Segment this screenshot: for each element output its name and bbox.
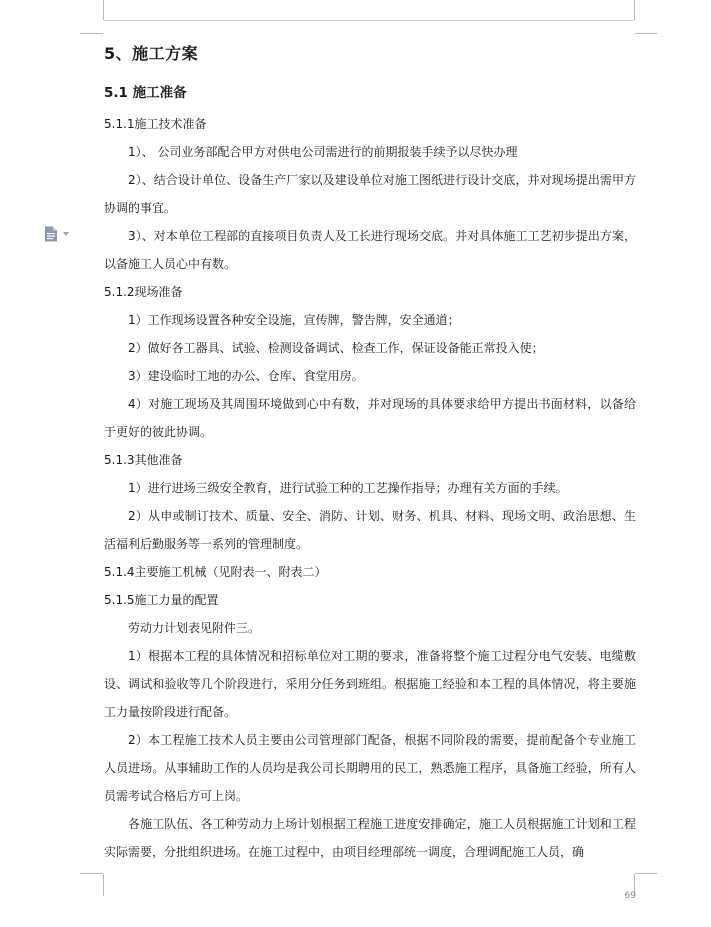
- paragraph: 1）、 公司业务部配合甲方对供电公司需进行的前期报装手续予以尽快办理: [128, 145, 518, 159]
- paragraph: 劳动力计划表见附件三。: [128, 621, 261, 635]
- paragraph: 3）、对本单位工程部的直接项目负责人及工长进行现场交底。并对具体施工工艺初步提出方案，以备施工人员心中有数。: [104, 229, 636, 271]
- crop-mark-bottom-left-vertical: [103, 874, 104, 896]
- subheading: 5.1.1施工技术准备: [104, 117, 207, 131]
- paragraph: 2）、结合设计单位、设备生产厂家以及建设单位对施工图纸进行设计交底，并对现场提出需甲方协调的事宜。: [104, 173, 636, 215]
- paragraph: 4）对施工现场及其周围环境做到心中有数，并对现场的具体要求给甲方提出书面材料，以备给于更好的彼此协调。: [104, 397, 636, 439]
- chevron-down-icon[interactable]: [63, 232, 69, 236]
- paragraph: 2）从申或制订技术、质量、安全、消防、计划、财务、机具、材料、现场文明、政治思想、生活福利后勤服务等一系列的管理制度。: [104, 509, 636, 551]
- paragraph: 1）根据本工程的具体情况和招标单位对工期的要求，准备将整个施工过程分电气安装、电缆敷设、调试和验收等几个阶段进行，采用分任务到班组。根据施工经验和本工程的具体情况，将主要施工力量按阶段进行配备。: [104, 649, 636, 719]
- page-number: 69: [624, 891, 636, 901]
- crop-mark-top-left-horizontal: [80, 33, 103, 34]
- crop-mark-bottom-right-horizontal: [635, 873, 657, 874]
- subsection-heading: 5.1 施工准备: [104, 85, 187, 101]
- subheading: 5.1.3其他准备: [104, 453, 183, 467]
- page-top-border: [104, 20, 634, 21]
- crop-mark-bottom-left-horizontal: [80, 873, 103, 874]
- paragraph: 1）进行进场三级安全教育，进行试验工种的工艺操作指导；办理有关方面的手续。: [128, 481, 568, 495]
- subheading: 5.1.2现场准备: [104, 285, 183, 299]
- paragraph: 2）做好各工器具、试验、检测设备调试、检查工作，保证设备能正常投入使；: [128, 341, 544, 355]
- crop-mark-top-right-vertical: [634, 0, 635, 20]
- paragraph: 1）工作现场设置各种安全设施，宣传牌，警告牌，安全通道；: [128, 313, 460, 327]
- crop-mark-top-left-vertical: [103, 0, 104, 20]
- document-icon[interactable]: [44, 226, 58, 242]
- paragraph: 2）本工程施工技术人员主要由公司管理部门配备，根据不同阶段的需要，提前配备个专业施工人员进场。从事辅助工作的人员均是我公司长期聘用的民工，熟悉施工程序，具备施工经验，所有人员需考试合格后方可上岗。: [104, 733, 636, 803]
- paragraph: 各施工队伍、各工种劳动力上场计划根据工程施工进度安排确定，施工人员根据施工计划和工程实际需要，分批组织进场。在施工过程中，由项目经理部统一调度，合理调配施工人员，确: [104, 817, 636, 859]
- paragraph: 3）建设临时工地的办公、仓库、食堂用房。: [128, 369, 364, 383]
- section-heading: 5、施工方案: [104, 44, 199, 63]
- document-body: [104, 40, 636, 866]
- paragraph-list: [104, 110, 636, 866]
- subheading: 5.1.5施工力量的配置: [104, 593, 219, 607]
- crop-mark-top-right-horizontal: [635, 33, 657, 34]
- subheading: 5.1.4主要施工机械（见附表一、附表二）: [104, 565, 327, 579]
